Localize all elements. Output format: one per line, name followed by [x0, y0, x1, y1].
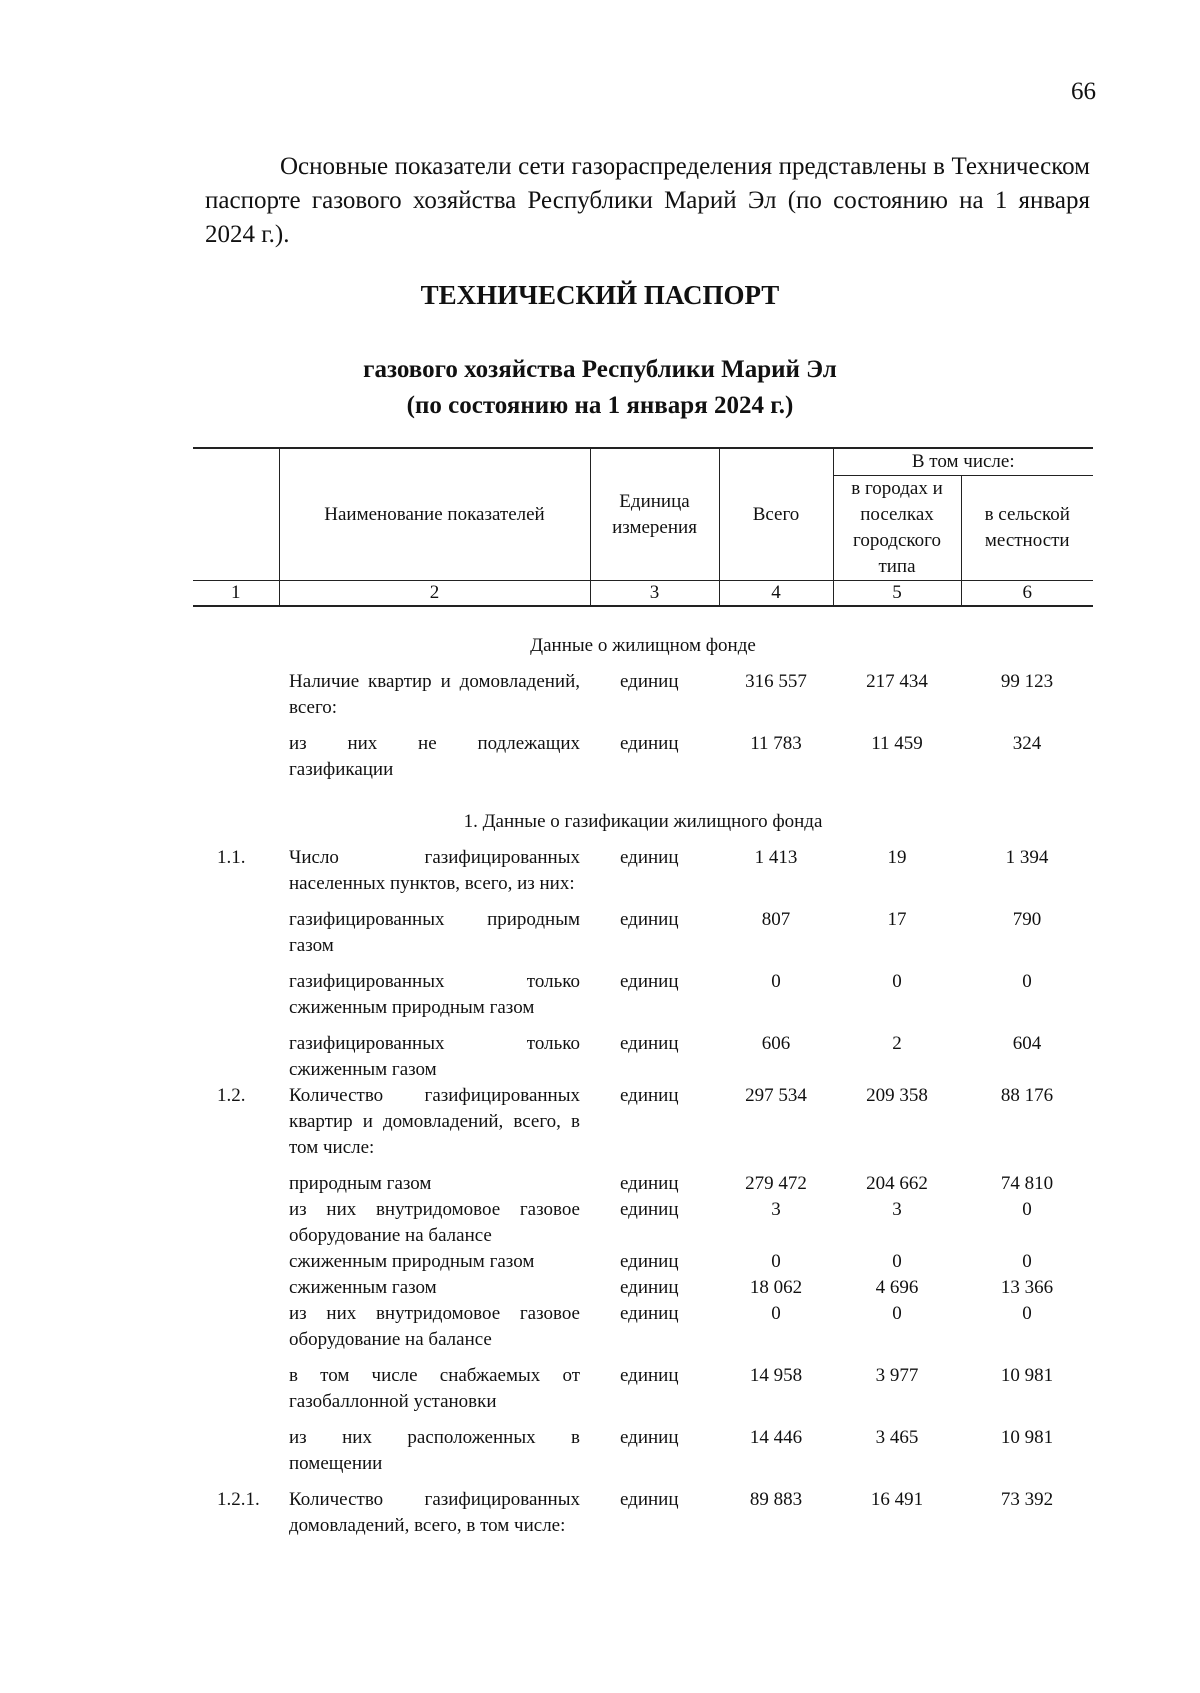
- table-row: [193, 1415, 1093, 1477]
- row-code: [193, 1353, 279, 1415]
- row-code: [193, 1301, 279, 1353]
- intro-paragraph: Основные показатели сети газораспределения представлены в Техническом паспорте газового хозяйства Республики Марий Эл (по состоянию на 1 января 2024 г.).: [205, 153, 1090, 248]
- subtitle-line-2: (по состоянию на 1 января 2024 г.): [406, 392, 794, 419]
- table-row: [193, 1275, 1093, 1301]
- row-code: [193, 1249, 279, 1275]
- table-row: [193, 845, 1093, 897]
- row-urban: 3 465: [875, 1427, 919, 1448]
- col-number-5: 5: [833, 581, 961, 607]
- row-urban: 217 434: [866, 671, 928, 692]
- document-title: ТЕХНИЧЕСКИЙ ПАСПОРТ: [420, 280, 780, 310]
- row-unit: единиц: [620, 909, 679, 930]
- row-urban: 0: [892, 1251, 902, 1272]
- row-rural: 0: [1022, 971, 1032, 992]
- row-total: 1 413: [754, 847, 798, 868]
- row-urban: 0: [892, 1303, 902, 1324]
- row-unit: единиц: [620, 1033, 679, 1054]
- row-rural: 99 123: [1000, 671, 1054, 692]
- table-row: [193, 1161, 1093, 1197]
- row-code: [193, 1197, 279, 1249]
- table-row: [193, 1477, 1093, 1539]
- table-row: [193, 1083, 1093, 1161]
- header-code: [193, 448, 279, 581]
- row-total: 316 557: [745, 671, 807, 692]
- row-unit: единиц: [620, 1173, 679, 1194]
- row-name: из них внутридомовое газовое оборудование на балансе: [289, 1199, 580, 1246]
- row-rural: 324: [1012, 733, 1042, 754]
- row-total: 11 783: [750, 733, 802, 754]
- col-number-3: 3: [590, 581, 719, 607]
- row-unit: единиц: [620, 733, 679, 754]
- row-rural: 74 810: [1000, 1173, 1054, 1194]
- row-code: [193, 1415, 279, 1477]
- table-row: [193, 721, 1093, 783]
- row-rural: 73 392: [1000, 1489, 1054, 1510]
- header-rural: в сельской местности: [961, 476, 1093, 581]
- row-unit: единиц: [620, 671, 679, 692]
- row-code: [193, 1275, 279, 1301]
- row-rural: 0: [1022, 1251, 1032, 1272]
- row-rural: 0: [1022, 1303, 1032, 1324]
- col-number-1: 1: [193, 581, 279, 607]
- row-unit: единиц: [620, 1427, 679, 1448]
- section-housing: Данные о жилищном фонде: [530, 635, 756, 656]
- header-urban: в городах и поселках городского типа: [833, 476, 961, 581]
- row-rural: 0: [1022, 1199, 1032, 1220]
- table-row: [193, 669, 1093, 721]
- row-rural: 1 394: [1005, 847, 1049, 868]
- row-unit: единиц: [620, 1489, 679, 1510]
- row-urban: 2: [892, 1033, 902, 1054]
- header-name: Наименование показателей: [279, 448, 590, 581]
- row-unit: единиц: [620, 1365, 679, 1386]
- row-name: газифицированных природным газом: [289, 909, 580, 956]
- row-urban: 11 459: [871, 733, 923, 754]
- row-code: [193, 669, 279, 721]
- row-total: 606: [761, 1033, 791, 1054]
- row-urban: 19: [887, 847, 907, 868]
- row-unit: единиц: [620, 971, 679, 992]
- row-total: 89 883: [749, 1489, 803, 1510]
- page-number: 66: [1071, 78, 1096, 105]
- row-unit: единиц: [620, 1199, 679, 1220]
- row-code: [193, 721, 279, 783]
- row-total: 279 472: [745, 1173, 807, 1194]
- table-row: [193, 1021, 1093, 1083]
- row-name: газифицированных только сжиженным природным газом: [289, 971, 580, 1018]
- row-urban: 0: [892, 971, 902, 992]
- table-header: [193, 448, 1093, 606]
- row-urban: 3: [892, 1199, 902, 1220]
- row-unit: единиц: [620, 1251, 679, 1272]
- row-code: 1.2.1.: [217, 1489, 260, 1510]
- row-name: сжиженным природным газом: [289, 1251, 535, 1272]
- row-rural: 88 176: [1000, 1085, 1054, 1106]
- row-urban: 3 977: [875, 1365, 919, 1386]
- row-total: 3: [771, 1199, 781, 1220]
- row-name: из них не подлежащих газификации: [289, 733, 580, 780]
- col-number-2: 2: [279, 581, 590, 607]
- row-total: 0: [771, 971, 781, 992]
- row-rural: 790: [1012, 909, 1042, 930]
- row-total: 297 534: [745, 1085, 807, 1106]
- row-code: [193, 897, 279, 959]
- row-total: 0: [771, 1251, 781, 1272]
- col-number-6: 6: [961, 581, 1093, 607]
- document-subtitle: [0, 352, 1200, 424]
- row-unit: единиц: [620, 847, 679, 868]
- row-total: 14 446: [749, 1427, 803, 1448]
- table-row: [193, 1197, 1093, 1249]
- row-name: из них расположенных в помещении: [289, 1427, 580, 1474]
- header-unit: Единица измерения: [590, 448, 719, 581]
- row-total: 0: [771, 1303, 781, 1324]
- row-name: сжиженным газом: [289, 1277, 437, 1298]
- row-name: Количество газифицированных домовладений, всего, в том числе:: [289, 1489, 580, 1536]
- row-name: Количество газифицированных квартир и домовладений, всего, в том числе:: [289, 1085, 580, 1158]
- passport-table: [193, 447, 1093, 1539]
- header-total: Всего: [719, 448, 833, 581]
- row-unit: единиц: [620, 1277, 679, 1298]
- row-total: 807: [761, 909, 791, 930]
- header-including: В том числе:: [833, 448, 1093, 476]
- row-rural: 10 981: [1000, 1427, 1054, 1448]
- row-rural: 10 981: [1000, 1365, 1054, 1386]
- table-row: [193, 897, 1093, 959]
- row-code: 1.2.: [217, 1085, 246, 1106]
- row-total: 18 062: [749, 1277, 803, 1298]
- table-row: [193, 1353, 1093, 1415]
- row-name: из них внутридомовое газовое оборудование на балансе: [289, 1303, 580, 1350]
- table-row: [193, 1249, 1093, 1275]
- row-unit: единиц: [620, 1303, 679, 1324]
- row-urban: 4 696: [875, 1277, 919, 1298]
- row-name: газифицированных только сжиженным газом: [289, 1033, 580, 1080]
- row-urban: 204 662: [866, 1173, 928, 1194]
- table-row: [193, 959, 1093, 1021]
- row-name: Число газифицированных населенных пунктов, всего, из них:: [289, 847, 580, 894]
- row-total: 14 958: [749, 1365, 803, 1386]
- row-name: Наличие квартир и домовладений, всего:: [289, 671, 580, 718]
- row-code: [193, 1021, 279, 1083]
- section-gasification: 1. Данные о газификации жилищного фонда: [463, 811, 823, 832]
- row-code: 1.1.: [217, 847, 246, 868]
- row-code: [193, 1161, 279, 1197]
- subtitle-line-1: газового хозяйства Республики Марий Эл: [363, 356, 837, 383]
- row-unit: единиц: [620, 1085, 679, 1106]
- row-urban: 16 491: [870, 1489, 924, 1510]
- row-rural: 604: [1012, 1033, 1042, 1054]
- row-name: в том числе снабжаемых от газобаллонной установки: [289, 1365, 580, 1412]
- row-name: природным газом: [289, 1173, 432, 1194]
- row-rural: 13 366: [1000, 1277, 1054, 1298]
- row-urban: 17: [887, 909, 907, 930]
- table-row: [193, 1301, 1093, 1353]
- col-number-4: 4: [719, 581, 833, 607]
- row-urban: 209 358: [866, 1085, 928, 1106]
- row-code: [193, 959, 279, 1021]
